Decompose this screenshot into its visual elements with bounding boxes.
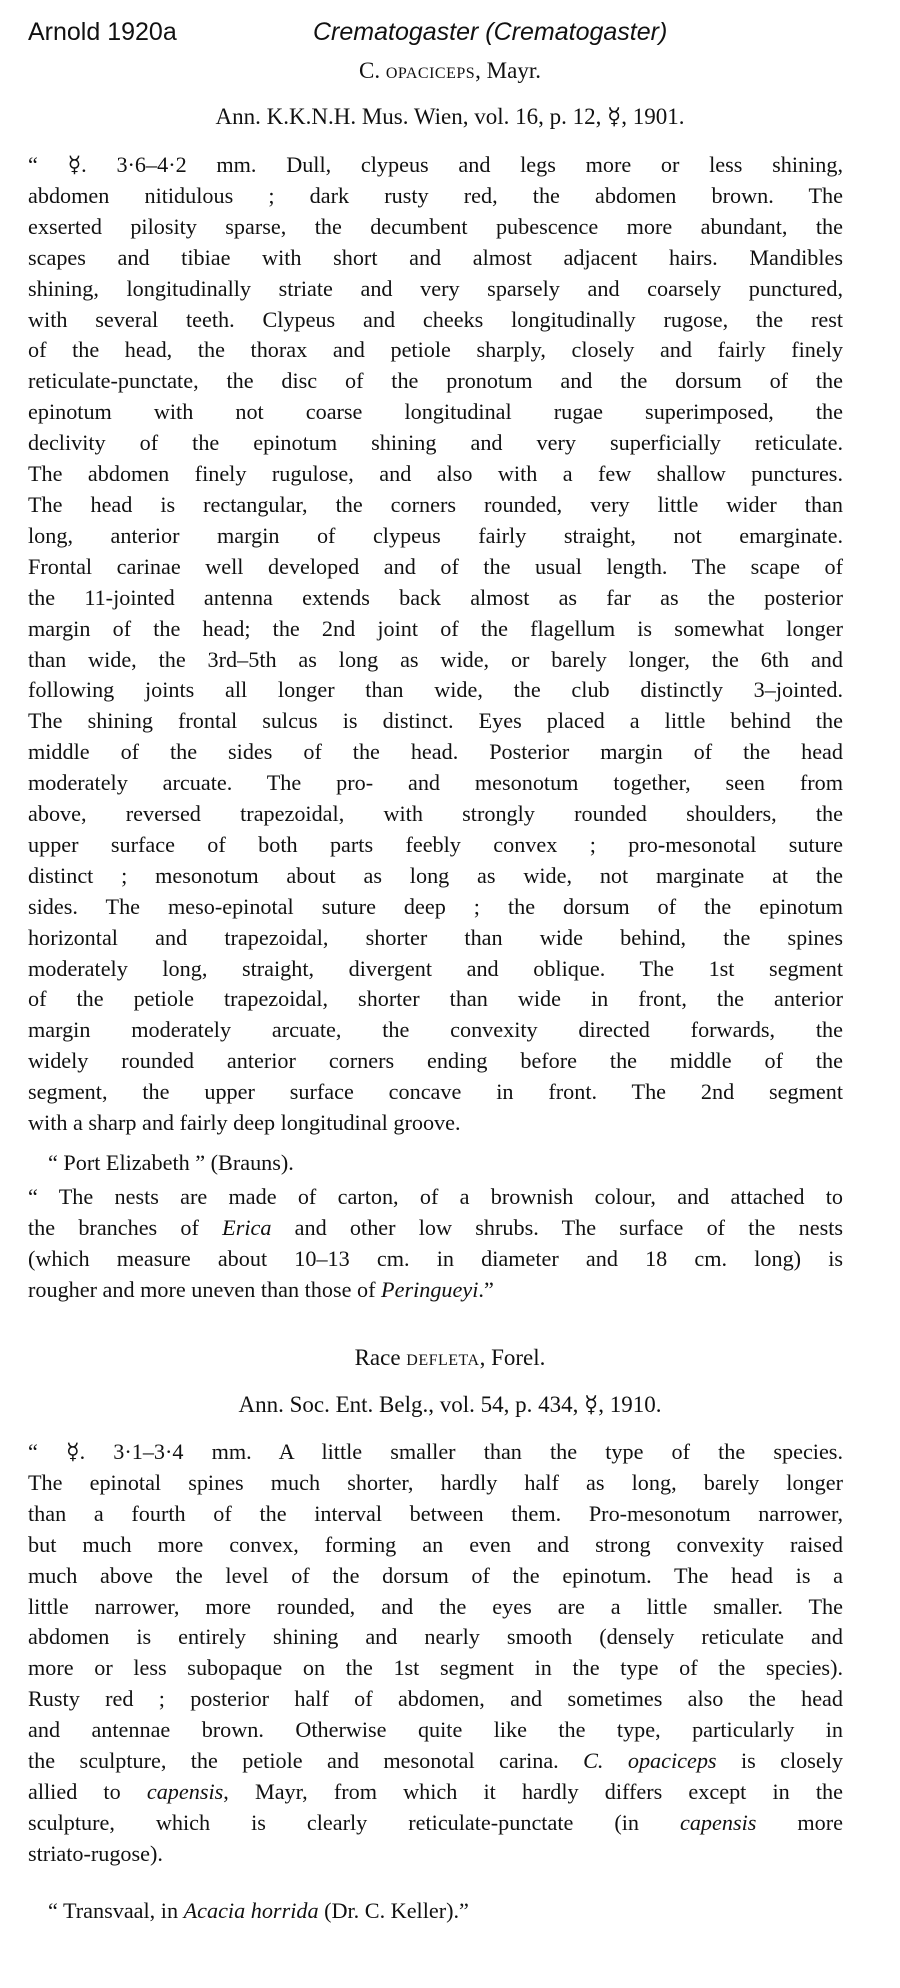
text-line: long, anterior margin of clypeus fairly straight, not emarginate. <box>28 522 843 548</box>
text-line: “ The nests are made of carton, of a brownish colour, and attached to <box>28 1184 843 1209</box>
text-line: the 11-jointed antenna extends back almost as far as the posterior <box>28 584 843 610</box>
text-line: Frontal carinae well developed and of the usual length. The scape of <box>28 553 843 579</box>
text-line: striato-rugose). <box>28 1840 163 1866</box>
text-line: than a fourth of the interval between them. Pro-mesonotum narrower, <box>28 1500 843 1526</box>
text-line: “ ☿. 3·1–3·4 mm. A little smaller than the type of the species. <box>28 1439 843 1464</box>
race-heading: Race defleta, Forel. <box>354 1345 546 1370</box>
text-line: horizontal and trapezoidal, shorter than wide behind, the spines <box>28 924 843 950</box>
text-line: of the petiole trapezoidal, shorter than wide in front, the anterior <box>28 986 843 1012</box>
text-line: rougher and more uneven than those of Peringueyi.” <box>28 1276 494 1302</box>
text-line: more or less subopaque on the 1st segment in the type of the species). <box>28 1655 843 1681</box>
text-line: widely rounded anterior corners ending before the middle of the <box>28 1048 843 1074</box>
text-line: abdomen is entirely shining and nearly smooth (densely reticulate and <box>28 1624 843 1650</box>
text-line: declivity of the epinotum shining and very superficially reticulate. <box>28 430 843 456</box>
text-line: epinotum with not coarse longitudinal rugae superimposed, the <box>28 399 843 425</box>
nest-description <box>28 1182 843 1306</box>
taxon-heading: Crematogaster (Crematogaster) <box>313 18 668 46</box>
type-locality: “ Port Elizabeth ” (Brauns). <box>48 1150 294 1175</box>
text-line: with several teeth. Clypeus and cheeks longitudinally rugose, the rest <box>28 306 843 332</box>
text-line: much above the level of the dorsum of the epinotum. The head is a <box>28 1562 843 1588</box>
text-line: and antennae brown. Otherwise quite like the type, particularly in <box>28 1717 843 1743</box>
text-line: sculpture, which is clearly reticulate-punctate (in capensis more <box>28 1809 843 1835</box>
species-epithet: opaciceps <box>385 58 476 83</box>
text-line: The head is rectangular, the corners rounded, very little wider than <box>28 491 843 517</box>
text-line: but much more convex, forming an even and strong convexity raised <box>28 1531 843 1557</box>
worker-description <box>28 150 843 1139</box>
page-header <box>28 18 872 54</box>
text-line: margin of the head; the 2nd joint of the flagellum is somewhat longer <box>28 615 843 641</box>
text-line: moderately arcuate. The pro- and mesonotum together, seen from <box>28 770 843 796</box>
text-line: allied to capensis, Mayr, from which it hardly differs except in the <box>28 1778 843 1804</box>
text-line: with a sharp and fairly deep longitudinal groove. <box>28 1110 461 1136</box>
species-heading <box>0 58 900 84</box>
text-line: segment, the upper surface concave in front. The 2nd segment <box>28 1079 843 1105</box>
citation-original: Ann. K.K.N.H. Mus. Wien, vol. 16, p. 12, ☿, 1901. <box>215 104 685 129</box>
source-reference: Arnold 1920a <box>28 18 177 46</box>
text-line: upper surface of both parts feebly convex ; pro-mesonotal suture <box>28 831 843 857</box>
text-line: shining, longitudinally striate and very sparsely and coarsely punctured, <box>28 275 843 301</box>
text-line: moderately long, straight, divergent and oblique. The 1st segment <box>28 955 843 981</box>
text-line: The shining frontal sulcus is distinct. Eyes placed a little behind the <box>28 708 843 734</box>
text-line: distinct ; mesonotum about as long as wide, not marginate at the <box>28 862 843 888</box>
text-line: Rusty red ; posterior half of abdomen, and sometimes also the head <box>28 1686 843 1712</box>
text-line: than wide, the 3rd–5th as long as wide, or barely longer, the 6th and <box>28 646 843 672</box>
text-line: scapes and tibiae with short and almost adjacent hairs. Mandibles <box>28 244 843 270</box>
text-line: the branches of Erica and other low shrubs. The surface of the nests <box>28 1214 844 1240</box>
text-line: “ ☿. 3·6–4·2 mm. Dull, clypeus and legs more or less shining, <box>28 152 843 177</box>
text-line: following joints all longer than wide, the club distinctly 3–jointed. <box>28 677 843 703</box>
text-line: margin moderately arcuate, the convexity directed forwards, the <box>28 1017 843 1043</box>
race-locality: “ Transvaal, in Acacia horrida (Dr. C. Keller).” <box>48 1898 469 1923</box>
race-description <box>28 1437 843 1870</box>
text-line: The epinotal spines much shorter, hardly half as long, barely longer <box>28 1469 843 1495</box>
text-line: exserted pilosity sparse, the decumbent pubescence more abundant, the <box>28 213 843 239</box>
text-line: abdomen nitidulous ; dark rusty red, the abdomen brown. The <box>28 182 843 208</box>
text-line: The abdomen finely rugulose, and also with a few shallow punctures. <box>28 461 843 487</box>
text-line: (which measure about 10–13 cm. in diameter and 18 cm. long) is <box>28 1245 843 1271</box>
text-line: little narrower, more rounded, and the eyes are a little smaller. The <box>28 1593 843 1619</box>
text-line: above, reversed trapezoidal, with strongly rounded shoulders, the <box>28 801 843 827</box>
text-line: middle of the sides of the head. Posterior margin of the head <box>28 739 843 765</box>
text-line: sides. The meso-epinotal suture deep ; the dorsum of the epinotum <box>28 893 843 919</box>
text-line: reticulate-punctate, the disc of the pronotum and the dorsum of the <box>28 368 843 394</box>
text-line: the sculpture, the petiole and mesonotal carina. C. opaciceps is closely <box>28 1748 843 1774</box>
genus-abbrev: C. <box>359 58 381 83</box>
text-line: of the head, the thorax and petiole sharply, closely and fairly finely <box>28 337 843 363</box>
species-author: , Mayr. <box>475 58 541 83</box>
citation-race: Ann. Soc. Ent. Belg., vol. 54, p. 434, ☿, 1910. <box>238 1392 662 1417</box>
race-name: defleta <box>406 1345 480 1370</box>
